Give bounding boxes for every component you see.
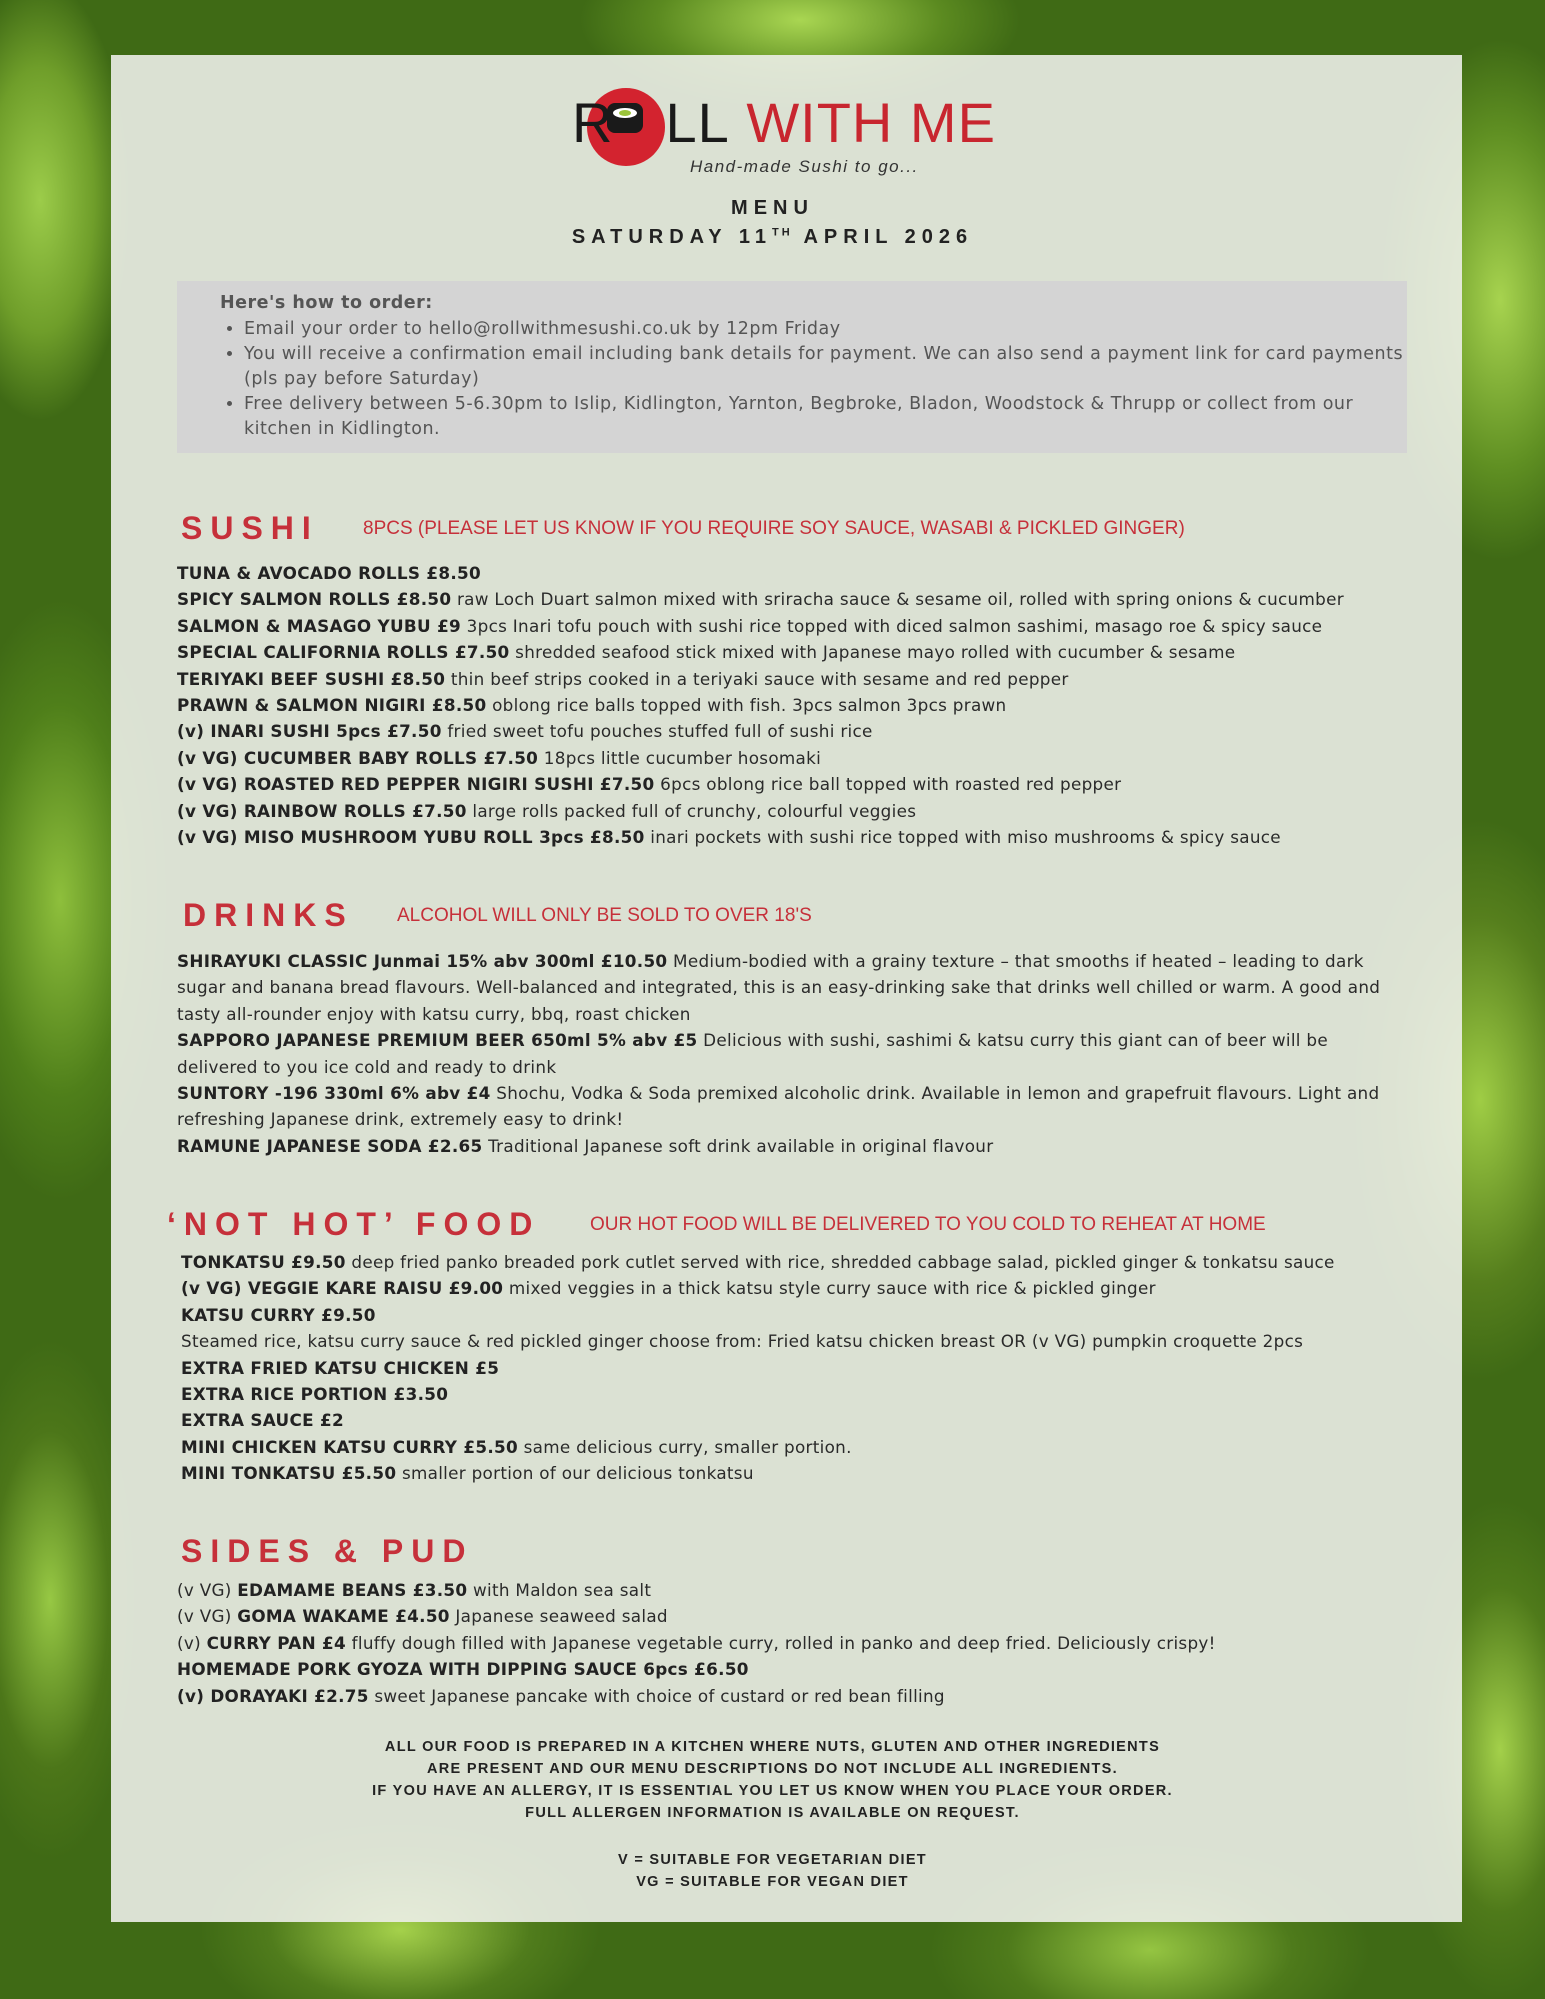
sushi-items: [177, 560, 1407, 850]
menu-item: [177, 586, 1407, 612]
item-name: RAMUNE JAPANESE SODA £2.65: [177, 1135, 483, 1156]
item-description: sweet Japanese pancake with choice of custard or red bean filling: [368, 1685, 945, 1706]
drinks-items: [177, 948, 1407, 1159]
menu-item: [181, 1302, 1407, 1328]
item-name: TUNA & AVOCADO ROLLS £8.50: [177, 563, 481, 583]
menu-item: [177, 948, 1407, 1027]
item-description: thin beef strips cooked in a teriyaki sauce with sesame and red pepper: [445, 668, 1069, 689]
item-name: TERIYAKI BEEF SUSHI £8.50: [177, 668, 446, 689]
item-description: Japanese seaweed salad: [449, 1606, 668, 1627]
diet-prefix: (v): [177, 1632, 207, 1653]
menu-item: [177, 1656, 1407, 1682]
item-description: 6pcs oblong rice ball topped with roasted red pepper: [654, 774, 1122, 795]
section-note-drinks: ALCOHOL WILL ONLY BE SOLD TO OVER 18'S: [397, 905, 812, 926]
item-description: fluffy dough filled with Japanese vegetable curry, rolled in panko and deep fried. Deliciously crispy!: [346, 1632, 1216, 1653]
item-description: raw Loch Duart salmon mixed with sriracha sauce & sesame oil, rolled with spring onions & cucumber: [451, 589, 1344, 610]
item-name: PRAWN & SALMON NIGIRI £8.50: [177, 695, 487, 716]
menu-item: [177, 1630, 1407, 1656]
item-name: EDAMAME BEANS £3.50: [237, 1580, 468, 1600]
item-name: SAPPORO JAPANESE PREMIUM BEER 650ml 5% abv £5: [177, 1030, 698, 1051]
item-name: SPICY SALMON ROLLS £8.50: [177, 589, 452, 610]
how-to-order-heading: Here's how to order:: [220, 293, 433, 313]
menu-item: [181, 1381, 1407, 1407]
menu-item: [181, 1328, 1407, 1354]
item-name: EXTRA RICE PORTION £3.50: [181, 1384, 449, 1405]
menu-item: [177, 1683, 1407, 1709]
menu-item: [177, 692, 1407, 718]
item-name: (v VG) VEGGIE KARE RAISU £9.00: [181, 1278, 504, 1299]
item-description: mixed veggies in a thick katsu style curry sauce with rice & pickled ginger: [503, 1278, 1156, 1299]
item-description: Delicious with sushi, sashimi & katsu curry this giant can of beer will be delivered to you ice cold and ready to drink: [177, 1030, 1328, 1077]
menu-item: [177, 1133, 1407, 1159]
item-description: deep fried panko breaded pork cutlet served with rice, shredded cabbage salad, pickled ginger & tonkatsu sauce: [345, 1252, 1335, 1272]
not-hot-food-items: [181, 1249, 1407, 1487]
section-title-not-hot-food: ‘NOT HOT’ FOOD: [167, 1206, 541, 1242]
menu-item: [181, 1407, 1407, 1433]
sides-items: [177, 1577, 1407, 1709]
item-description: Steamed rice, katsu curry sauce & red pickled ginger choose from: Fried katsu chicken breast OR (v VG) pumpkin croquette 2pcs: [181, 1331, 1304, 1352]
item-name: (v VG) RAINBOW ROLLS £7.50: [177, 800, 467, 821]
menu-item: [177, 613, 1407, 639]
section-title-drinks: DRINKS: [183, 897, 354, 933]
section-note-not-hot-food: OUR HOT FOOD WILL BE DELIVERED TO YOU COLD TO REHEAT AT HOME: [590, 1214, 1266, 1235]
section-note-sushi: 8PCS (PLEASE LET US KNOW IF YOU REQUIRE SOY SAUCE, WASABI & PICKLED GINGER): [363, 518, 1185, 539]
menu-item: [177, 798, 1407, 824]
menu-item: [181, 1434, 1407, 1460]
item-description: fried sweet tofu pouches stuffed full of sushi rice: [441, 721, 873, 742]
brand-wordmark: R LL WITH ME: [572, 91, 996, 154]
order-step: • You will receive a confirmation email including bank details for payment. We can also send a payment link for card payments (pls pay before Saturday): [244, 342, 1404, 392]
item-description: shredded seafood stick mixed with Japanese mayo rolled with cucumber & sesame: [509, 642, 1236, 663]
item-name: SPECIAL CALIFORNIA ROLLS £7.50: [177, 642, 510, 663]
menu-item: [181, 1249, 1407, 1275]
item-description: 3pcs Inari tofu pouch with sushi rice topped with diced salmon sashimi, masago roe & spicy sauce: [461, 615, 1323, 636]
order-step: • Free delivery between 5-6.30pm to Islip, Kidlington, Yarnton, Begbroke, Bladon, Woodstock & Thrupp or collect from our kitchen in Kidlington.: [244, 392, 1404, 442]
item-name: (v VG) CUCUMBER BABY ROLLS £7.50: [177, 747, 539, 768]
item-name: (v VG) MISO MUSHROOM YUBU ROLL 3pcs £8.50: [177, 827, 645, 848]
item-description: 18pcs little cucumber hosomaki: [538, 747, 822, 768]
how-to-order-steps: [220, 317, 1404, 442]
item-name: EXTRA SAUCE £2: [181, 1410, 344, 1431]
menu-item: [177, 1577, 1407, 1603]
how-to-order-box: [177, 281, 1407, 453]
menu-heading: MENU: [731, 197, 814, 219]
menu-item: [177, 745, 1407, 771]
item-name: CURRY PAN £4: [206, 1632, 347, 1653]
menu-item: [181, 1275, 1407, 1301]
item-description: Traditional Japanese soft drink available in original flavour: [482, 1135, 994, 1156]
item-name: (v VG) ROASTED RED PEPPER NIGIRI SUSHI £7.50: [177, 774, 655, 795]
diet-prefix: (v VG): [177, 1580, 238, 1600]
item-name: GOMA WAKAME £4.50: [237, 1606, 450, 1627]
item-description: Medium-bodied with a grainy texture – that smooths if heated – leading to dark sugar and banana bread flavours. Well-balanced and integrated, this is an easy-drinking sake that drinks well chilled or warm. A good and tasty all-rounder enjoy with katsu curry, bbq, roast chicken: [177, 951, 1381, 1024]
brand-logo: [572, 85, 996, 176]
menu-item: [181, 1460, 1407, 1486]
menu-item: [177, 824, 1407, 850]
item-name: SHIRAYUKI CLASSIC Junmai 15% abv 300ml £10.50: [177, 951, 668, 971]
menu-item: [177, 560, 1407, 586]
item-description: large rolls packed full of crunchy, colourful veggies: [466, 800, 917, 821]
menu-item: [177, 1603, 1407, 1629]
menu-item: [177, 639, 1407, 665]
item-name: TONKATSU £9.50: [181, 1252, 346, 1272]
menu-item: [177, 666, 1407, 692]
menu-date: SATURDAY 11TH APRIL 2026: [571, 226, 974, 248]
diet-key: V = SUITABLE FOR VEGETARIAN DIET VG = SUITABLE FOR VEGAN DIET: [618, 1852, 927, 1890]
item-name: SUNTORY -196 330ml 6% abv £4: [177, 1083, 491, 1104]
allergen-notice: ALL OUR FOOD IS PREPARED IN A KITCHEN WHERE NUTS, GLUTEN AND OTHER INGREDIENTS ARE PRESENT AND OUR MENU DESCRIPTIONS DO NOT INCLUDE ALL INGREDIENTS. IF YOU HAVE AN ALLERGY, IT IS ESSENTIAL YOU LET US KNOW WHEN YOU PLACE YOUR ORDER. FULL ALLERGEN INFORMATION IS AVAILABLE ON REQUEST.: [372, 1739, 1173, 1821]
brand-tagline: Hand-made Sushi to go...: [690, 157, 919, 176]
item-name: (v) INARI SUSHI 5pcs £7.50: [177, 721, 442, 742]
menu-item: [181, 1355, 1407, 1381]
item-description: inari pockets with sushi rice topped with miso mushrooms & spicy sauce: [644, 827, 1281, 848]
item-name: HOMEMADE PORK GYOZA WITH DIPPING SAUCE 6pcs £6.50: [177, 1659, 749, 1680]
menu-item: [177, 771, 1407, 797]
diet-prefix: (v VG): [177, 1606, 238, 1627]
item-description: with Maldon sea salt: [467, 1580, 652, 1600]
order-step: • Email your order to hello@rollwithmesushi.co.uk by 12pm Friday: [244, 317, 1404, 342]
section-title-sides: SIDES & PUD: [181, 1533, 474, 1569]
section-title-sushi: SUSHI: [181, 510, 319, 546]
item-description: same delicious curry, smaller portion.: [517, 1436, 852, 1457]
item-name: (v) DORAYAKI £2.75: [177, 1685, 369, 1706]
item-name: MINI CHICKEN KATSU CURRY £5.50: [181, 1436, 518, 1457]
item-name: KATSU CURRY £9.50: [181, 1304, 376, 1325]
item-name: MINI TONKATSU £5.50: [181, 1463, 397, 1484]
item-name: SALMON & MASAGO YUBU £9: [177, 615, 462, 636]
menu-item: [177, 1027, 1407, 1080]
item-description: smaller portion of our delicious tonkatsu: [396, 1463, 754, 1484]
item-description: oblong rice balls topped with fish. 3pcs salmon 3pcs prawn: [486, 695, 1007, 716]
item-description: Shochu, Vodka & Soda premixed alcoholic drink. Available in lemon and grapefruit flavours. Light and refreshing Japanese drink, extremely easy to drink!: [177, 1083, 1380, 1130]
menu-item: [177, 1080, 1407, 1133]
item-name: EXTRA FRIED KATSU CHICKEN £5: [181, 1357, 500, 1378]
menu-item: [177, 718, 1407, 744]
